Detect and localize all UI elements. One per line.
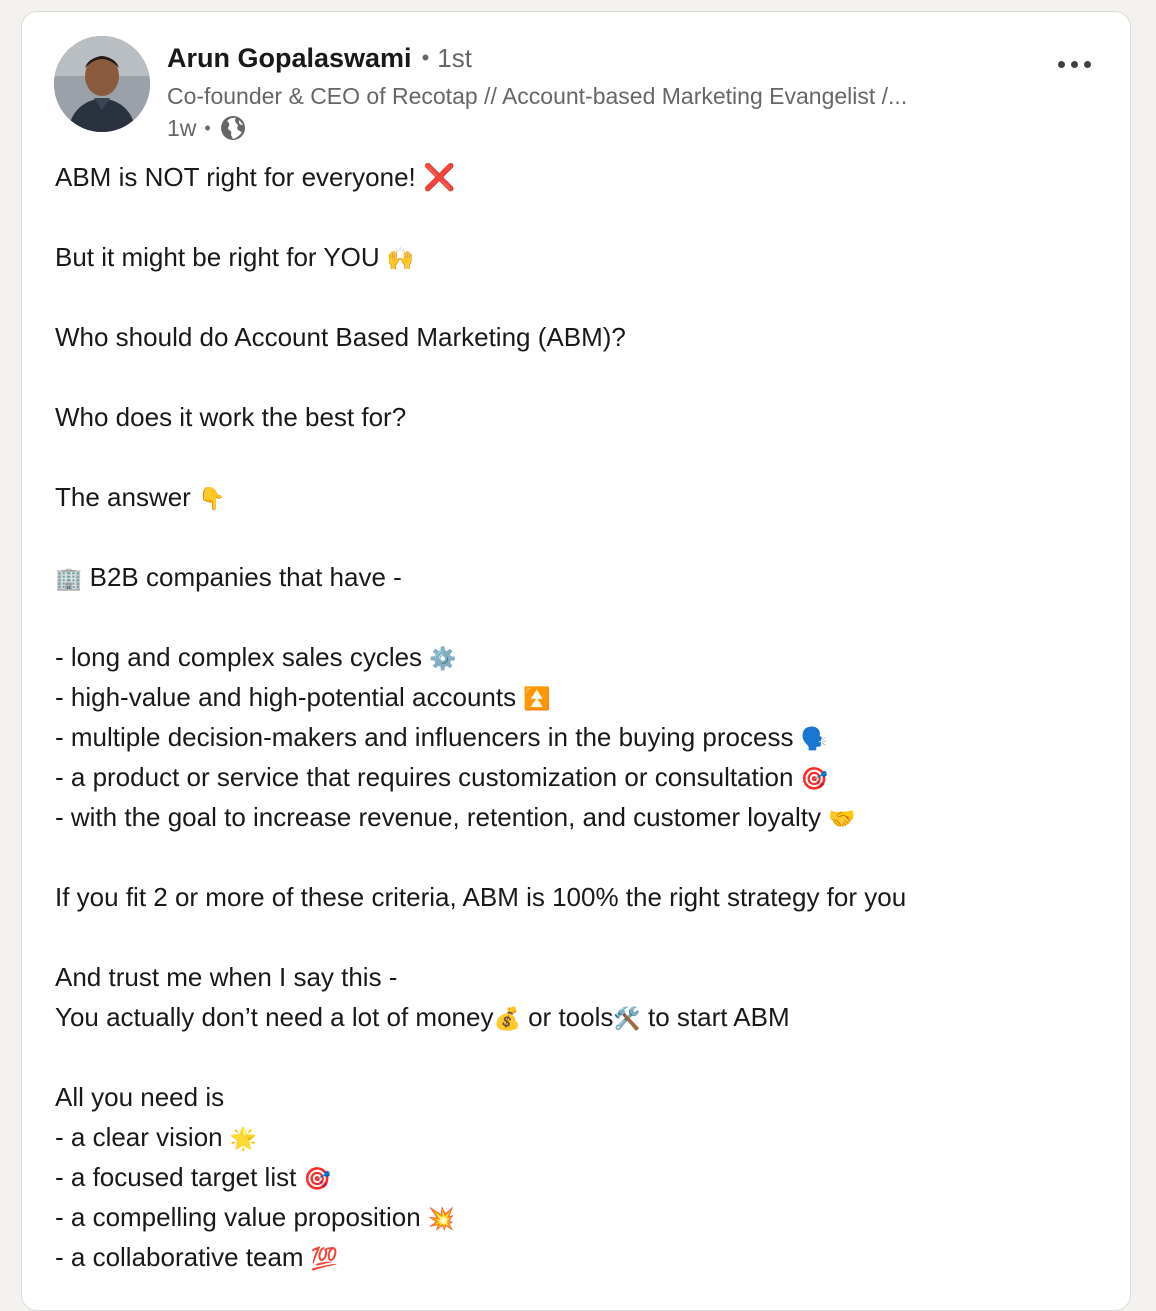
post-line [55,157,1090,197]
post-line [55,717,1090,757]
post-time-row [167,112,998,144]
emoji-icon: 💯 [310,1247,339,1272]
author-name-row [167,36,998,80]
post-line [55,957,1090,997]
post-line [55,1157,1090,1197]
post-line [55,397,1090,437]
more-horizontal-icon [1084,61,1091,68]
post-line [55,677,1090,717]
post-line [55,1237,1090,1277]
post-line-text: Who should do Account Based Marketing (ABM)? [55,322,626,352]
post-line [55,1077,1090,1117]
post-line-text: - a collaborative team [55,1242,311,1272]
post-line-text: to start ABM [640,1002,790,1032]
post-line-text: Who does it work the best for? [55,402,407,432]
post-line-text: You actually don’t need a lot of money [55,1002,494,1032]
emoji-icon: 💰 [493,1007,521,1032]
emoji-icon: 🌟 [229,1127,258,1152]
post-line [55,437,1090,477]
post-line [55,1197,1090,1237]
post-line-text: - a compelling value proposition [55,1202,428,1232]
post-line [55,357,1090,397]
post-line [55,237,1090,277]
more-horizontal-icon [1058,61,1065,68]
post-line-text: - with the goal to increase revenue, retention, and customer loyalty [55,802,829,832]
post-line [55,637,1090,677]
emoji-icon: 👇 [198,487,226,512]
post-line-text: - multiple decision-makers and influencers in the buying process [55,722,801,752]
profile-photo [54,36,150,132]
post-line [55,597,1090,637]
post-line-text: B2B companies that have - [82,562,402,592]
post-line-text: And trust me when I say this - [55,962,398,992]
post-line [55,1037,1090,1077]
post-line [55,877,1090,917]
emoji-icon: 💥 [427,1207,456,1232]
post-line-text: The answer [55,482,199,512]
emoji-icon: 🙌 [386,247,415,272]
post-text [55,157,1090,1277]
author-meta [167,36,998,144]
post-line [55,277,1090,317]
emoji-icon: 🤝 [828,807,856,832]
post-line-text: - a clear vision [55,1122,230,1152]
emoji-icon: 🏢 [55,567,83,592]
post-time: 1w [167,114,197,141]
post-line-text: - a product or service that requires customization or consultation [55,762,801,792]
post-line [55,997,1090,1037]
post-line-text: or tools [520,1002,614,1032]
post-line [55,197,1090,237]
post-line [55,837,1090,877]
more-options-button[interactable] [1050,48,1098,80]
post-line-text: - high-value and high-potential accounts [55,682,524,712]
connection-degree: 1st [437,42,472,73]
post-line [55,917,1090,957]
separator-dot: • [421,45,430,70]
post-line-text: All you need is [55,1082,225,1112]
emoji-icon: ⚙️ [429,647,457,672]
post-header [54,36,1098,142]
post-line [55,317,1090,357]
separator-dot: • [204,117,211,138]
post-line-text: - long and complex sales cycles [55,642,430,672]
emoji-icon: ⏫ [523,687,551,712]
emoji-icon: 🛠️ [613,1007,641,1032]
author-name[interactable]: Arun Gopalaswami [167,42,412,73]
post-line [55,517,1090,557]
author-headline[interactable]: Co-founder & CEO of Recotap // Account-based Marketing Evangelist /... [167,83,908,109]
post-line-text: If you fit 2 or more of these criteria, ABM is 100% the right strategy for you [55,882,907,912]
post-line [55,477,1090,517]
post-line-text: - a focused target list [55,1162,304,1192]
post-line [55,1117,1090,1157]
post-line [55,797,1090,837]
emoji-icon: 🗣️ [800,727,829,752]
post-line [55,557,1090,597]
emoji-icon: 🎯 [800,767,829,792]
emoji-icon: ❌ [422,163,456,193]
post-line [55,757,1090,797]
emoji-icon: 🎯 [303,1167,331,1192]
author-avatar[interactable] [54,36,150,132]
post-line-text: But it might be right for YOU [55,242,387,272]
post-line-text: ABM is NOT right for everyone! [55,162,423,192]
globe-icon [219,114,247,142]
more-horizontal-icon [1071,61,1078,68]
feed-post-card [21,11,1131,1311]
